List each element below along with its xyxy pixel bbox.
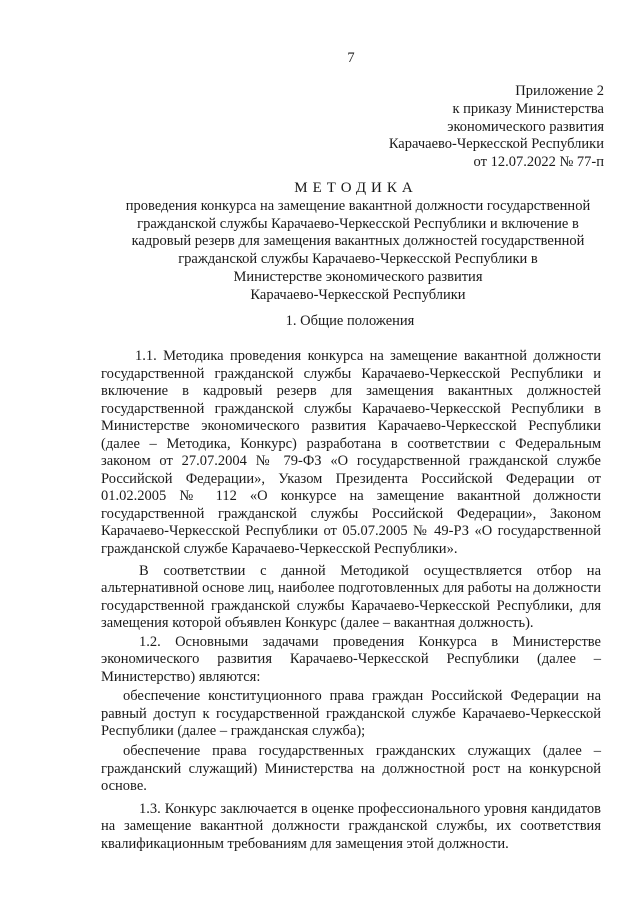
paragraph: 1.2. Основными задачами проведения Конкурса в Министерстве экономического развития Карачаево-Черкесской Республики (далее – Министерство) являются: [101,633,601,685]
appendix-line: от 12.07.2022 № 77-п [473,154,604,171]
document-subtitle [88,198,628,304]
paragraph: 1.1. Методика проведения конкурса на замещение вакантной должности государственной гражданской службы Карачаево-Черкесской Республики и включение в кадровый резерв для замещения вакантных должностей государственной гражданской службы Карачаево-Черкесской Республики в Министерстве экономического развития Карачаево-Черкесской Республики (далее – Методика, Конкурс) разработана в соответствии с Федеральным законом от 27.07.2004 № 79-ФЗ «О государственной гражданской службе Российской Федерации», Указом Президента Российской Федерации от 01.02.2005 № 112 «О конкурсе на замещение вакантной должности государственной гражданской службы Российской Федерации», Законом Карачаево-Черкесской Республики от 05.07.2005 № 49-РЗ «О государственной гражданской службе Карачаево-Черкесской Республики». [101,348,601,558]
paragraph: обеспечение права государственных гражданских служащих (далее – гражданский служащий) Министерства на должностной рост на конкурсной основе. [101,743,601,795]
document-title: МЕТОДИКА [294,180,418,196]
paragraph: В соответствии с данной Методикой осуществляется отбор на альтернативной основе лиц, наиболее подготовленных для работы на должности государственной гражданской службы Карачаево-Черкесской Республики, для замещения которой объявлен Конкурс (далее – вакантная должность). [101,562,601,632]
subtitle-line: кадровый резерв для замещения вакантных должностей государственной [131,233,585,250]
subtitle-line: проведения конкурса на замещение вакантной должности государственной [125,198,591,214]
appendix-line: Карачаево-Черкесской Республики [388,136,604,153]
appendix-line: к приказу Министерства [452,100,604,117]
section-heading: 1. Общие положения [285,313,415,329]
subtitle-line: Карачаево-Черкесской Республики [250,286,466,303]
appendix-block [389,83,604,172]
paragraph: 1.3. Конкурс заключается в оценке профессионального уровня кандидатов на замещение вакантной должности гражданской службы, их соответствия квалификационным требованиям для замещения этой должности. [101,800,601,852]
subtitle-line: гражданской службы Карачаево-Черкесской Республики в [178,251,538,268]
paragraph: обеспечение конституционного права граждан Российской Федерации на равный доступ к государственной гражданской службе Карачаево-Черкесской Республики (далее – гражданская служба); [101,688,601,740]
appendix-line: Приложение 2 [515,83,604,99]
subtitle-line: Министерстве экономического развития [233,268,483,285]
subtitle-line: гражданской службы Карачаево-Черкесской Республики и включение в [137,215,579,232]
page-number: 7 [347,50,355,66]
appendix-line: экономического развития [447,118,604,135]
document-body [101,348,601,853]
